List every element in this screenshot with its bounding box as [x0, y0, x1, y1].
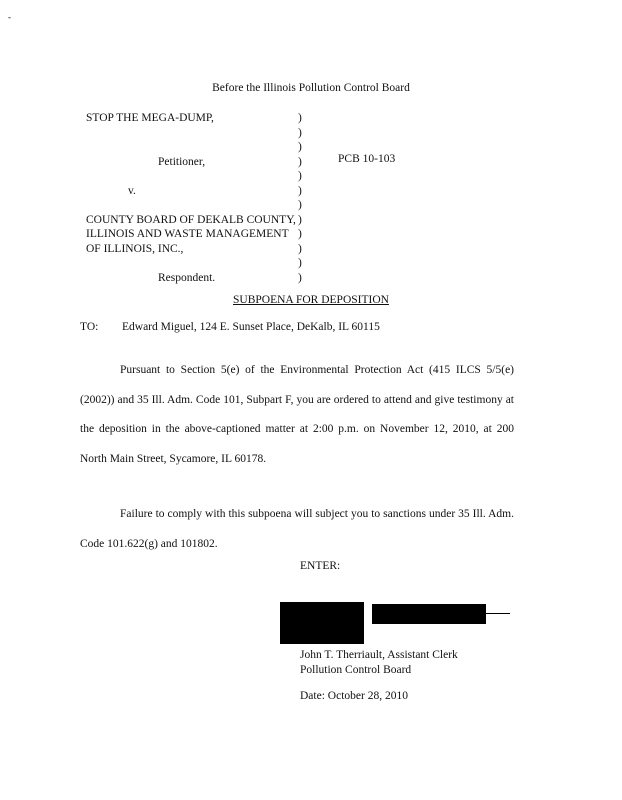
caption-paren: ) — [298, 257, 302, 269]
respondent-name-line3: OF ILLINOIS, INC., — [86, 242, 184, 255]
document-date: Date: October 28, 2010 — [300, 690, 408, 702]
caption-paren: ) — [298, 184, 302, 197]
signature-block — [300, 648, 458, 677]
caption-spacer — [86, 126, 302, 141]
to-label: TO: — [80, 321, 99, 333]
caption-paren: ) — [298, 141, 302, 153]
subpoena-title: SUBPOENA FOR DEPOSITION — [233, 294, 389, 306]
signer-name-title: John T. Therriault, Assistant Clerk — [300, 649, 458, 661]
caption-paren: ) — [298, 271, 302, 284]
caption-spacer — [86, 256, 302, 271]
caption-paren: ) — [298, 126, 302, 139]
respondent-label: Respondent. — [158, 271, 216, 284]
signature-stroke — [486, 613, 510, 614]
caption-paren: ) — [298, 228, 302, 240]
caption-spacer — [86, 140, 302, 155]
enter-label: ENTER: — [300, 560, 341, 572]
caption-paren-column — [298, 111, 308, 285]
versus-label: v. — [128, 184, 136, 197]
caption-paren: ) — [298, 242, 302, 255]
body-paragraph-2: Failure to comply with this subpoena will subject you to sanctions under 35 Ill. Adm. Code 101.622(g) and 101802. — [80, 508, 514, 550]
caption-paren: ) — [298, 213, 302, 226]
case-number: PCB 10-103 — [338, 153, 396, 165]
respondent-name-line2: ILLINOIS AND WASTE MANAGEMENT — [86, 228, 289, 240]
redaction-block — [372, 604, 486, 624]
redaction-block — [280, 602, 364, 644]
stray-mark: - — [8, 12, 11, 22]
caption-paren: ) — [298, 199, 302, 211]
case-caption — [86, 111, 302, 285]
signer-organization: Pollution Control Board — [300, 663, 412, 676]
respondent-name-line1: COUNTY BOARD OF DEKALB COUNTY, — [86, 213, 296, 226]
caption-paren: ) — [298, 112, 302, 124]
board-heading: Before the Illinois Pollution Control Board — [212, 82, 410, 94]
caption-paren: ) — [298, 170, 302, 182]
petitioner-name: STOP THE MEGA-DUMP, — [86, 112, 214, 124]
caption-spacer — [86, 169, 302, 184]
body-paragraph-1: Pursuant to Section 5(e) of the Environmental Protection Act (415 ILCS 5/5(e) (2002)) and 35 Ill. Adm. Code 101, Subpart F, you are ordered to attend and give testimony at the deposition in the above-captioned matter at 2:00 p.m. on November 12, 2010, at 200 North Main Street, Sycamore, IL 60178. — [80, 364, 514, 465]
recipient-line: Edward Miguel, 124 E. Sunset Place, DeKalb, IL 60115 — [122, 321, 380, 333]
petitioner-label: Petitioner, — [158, 155, 206, 168]
caption-spacer — [86, 198, 302, 213]
caption-paren: ) — [298, 155, 302, 168]
